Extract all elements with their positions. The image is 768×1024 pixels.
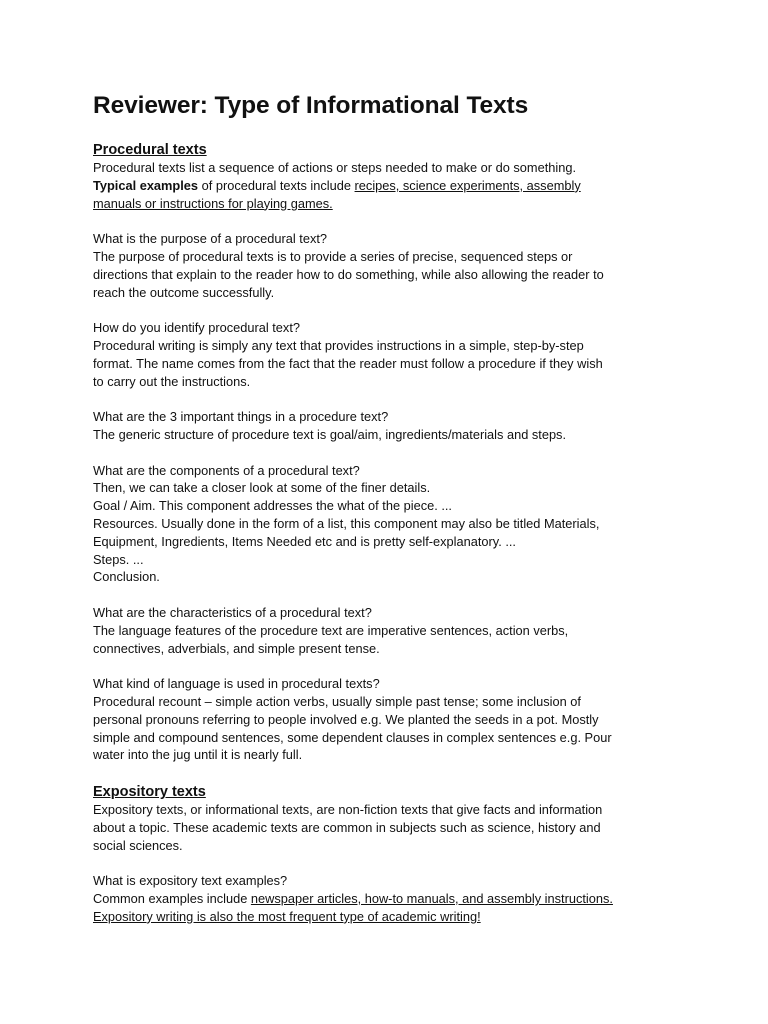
answer-identify-line: Procedural writing is simply any text that provides instructions in a simple, step-by-step — [93, 337, 584, 353]
answer-language-line: water into the jug until it is nearly full. — [93, 747, 303, 763]
answer-purpose-line: directions that explain to the reader how to do something, while also allowing the reader to — [93, 266, 604, 282]
procedural-examples-link-a: recipes, science experiments, assembly — [354, 177, 581, 193]
answer-purpose-line: The purpose of procedural texts is to provide a series of precise, sequenced steps or — [93, 248, 573, 264]
expository-intro-line: social sciences. — [93, 837, 183, 853]
answer-three-things-line: The generic structure of procedure text is goal/aim, ingredients/materials and steps. — [93, 426, 567, 442]
answer-characteristics-line: connectives, adverbials, and simple present tense. — [93, 640, 380, 656]
answer-components-line: Conclusion. — [93, 569, 160, 585]
procedural-heading: Procedural texts — [93, 142, 207, 158]
procedural-intro-line-3 — [93, 195, 683, 213]
procedural-intro-line-2-text: of procedural texts include — [198, 177, 355, 193]
answer-identify-line: format. The name comes from the fact that the reader must follow a procedure if they wish — [93, 355, 603, 371]
answer-expository-line-1 — [93, 890, 683, 908]
answer-components-line: Then, we can take a closer look at some of the finer details. — [93, 480, 431, 496]
answer-components-line: Goal / Aim. This component addresses the what of the piece. ... — [93, 498, 452, 514]
answer-expository-line-2 — [93, 908, 683, 926]
expository-intro-line: about a topic. These academic texts are common in subjects such as science, history and — [93, 819, 601, 835]
question-components: What are the components of a procedural text? — [93, 462, 360, 478]
procedural-section — [93, 141, 683, 764]
answer-language-line: personal pronouns referring to people involved e.g. We planted the seeds in a pot. Mostly — [93, 711, 599, 727]
expository-section — [93, 783, 683, 926]
typical-examples-label: Typical examples — [93, 177, 199, 193]
question-expository-examples: What is expository text examples? — [93, 873, 288, 889]
question-language: What kind of language is used in procedural texts? — [93, 676, 380, 692]
question-purpose: What is the purpose of a procedural text? — [93, 231, 328, 247]
answer-identify-line: to carry out the instructions. — [93, 373, 251, 389]
answer-components-line: Resources. Usually done in the form of a list, this component may also be titled Materials, — [93, 515, 600, 531]
expository-intro-line: Expository texts, or informational texts, are non-fiction texts that give facts and information — [93, 802, 603, 818]
answer-expository-prefix: Common examples include — [93, 891, 251, 907]
procedural-examples-link-b: manuals or instructions for playing games. — [93, 195, 333, 211]
question-identify: How do you identify procedural text? — [93, 320, 300, 336]
expository-examples-link-b: Expository writing is also the most frequent type of academic writing! — [93, 908, 481, 924]
answer-characteristics-line: The language features of the procedure text are imperative sentences, action verbs, — [93, 622, 569, 638]
answer-components-line: Steps. ... — [93, 551, 144, 567]
expository-heading: Expository texts — [93, 784, 206, 801]
question-characteristics: What are the characteristics of a procedural text? — [93, 604, 372, 620]
answer-language-line: Procedural recount – simple action verbs, usually simple past tense; some inclusion of — [93, 693, 581, 709]
answer-purpose-line: reach the outcome successfully. — [93, 284, 275, 300]
procedural-intro-line-2 — [93, 177, 683, 195]
answer-components-line: Equipment, Ingredients, Items Needed etc and is pretty self-explanatory. ... — [93, 533, 516, 549]
document-page — [93, 88, 683, 926]
procedural-intro-line-1: Procedural texts list a sequence of actions or steps needed to make or do something. — [93, 160, 577, 175]
question-three-things: What are the 3 important things in a procedure text? — [93, 409, 389, 425]
expository-examples-link-a: newspaper articles, how-to manuals, and assembly instructions. — [250, 891, 613, 907]
page-title: Reviewer: Type of Informational Texts — [93, 92, 529, 119]
answer-language-line: simple and compound sentences, some dependent clauses in complex sentences e.g. Pour — [93, 729, 612, 745]
